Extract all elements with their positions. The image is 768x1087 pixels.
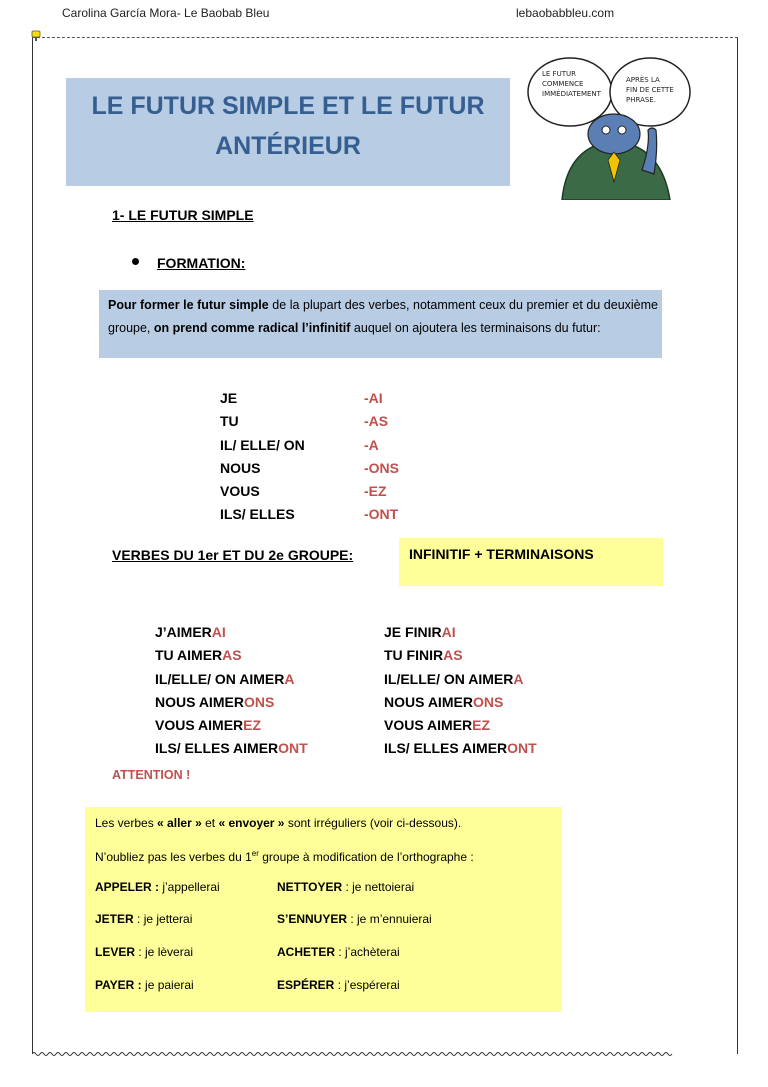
header-website: lebaobabbleu.com bbox=[516, 6, 615, 20]
title-line-1: LE FUTUR SIMPLE ET LE FUTUR bbox=[91, 92, 485, 120]
spelling-change-note: N’oubliez pas les verbes du 1er groupe à modification de l’orthographe : bbox=[95, 849, 474, 864]
conjugated-form: NOUS AIMERONS bbox=[384, 693, 504, 710]
verb-example: NETTOYER : je nettoierai bbox=[277, 880, 415, 894]
verb-example: S’ENNUYER : je m’ennuierai bbox=[277, 912, 432, 926]
pronoun: NOUS bbox=[220, 459, 261, 476]
bubble-left-line-1: LE FUTUR bbox=[542, 70, 576, 78]
section-heading-futur-simple: 1- LE FUTUR SIMPLE bbox=[112, 207, 254, 223]
pronoun: VOUS bbox=[220, 483, 260, 500]
rule-bold-1: Pour former le futur simple bbox=[108, 298, 269, 312]
bubble-right-line-2: FIN DE CETTE bbox=[626, 86, 674, 94]
conjugated-form: IL/ELLE/ ON AIMERA bbox=[155, 670, 295, 687]
irregular-verbs-note: Les verbes « aller » et « envoyer » sont irréguliers (voir ci-dessous). bbox=[95, 816, 462, 830]
attention-label: ATTENTION ! bbox=[112, 768, 191, 782]
conjugated-form: ILS/ ELLES AIMERONT bbox=[384, 740, 537, 757]
pronoun: IL/ ELLE/ ON bbox=[220, 436, 305, 453]
conjugated-form: NOUS AIMERONS bbox=[155, 693, 275, 710]
pronoun-column bbox=[220, 387, 305, 527]
pronoun: JE bbox=[220, 390, 238, 406]
conjugated-form: ILS/ ELLES AIMERONT bbox=[155, 740, 308, 757]
page-bottom-border bbox=[32, 1050, 738, 1058]
page-title bbox=[66, 86, 510, 166]
verb-example: ESPÉRER : j’espérerai bbox=[277, 978, 400, 992]
ending: -AS bbox=[364, 413, 389, 430]
header-author: Carolina García Mora- Le Baobab Bleu bbox=[62, 6, 270, 20]
formation-rule-paragraph bbox=[108, 294, 658, 340]
pronoun: ILS/ ELLES bbox=[220, 506, 295, 523]
conjugated-form: IL/ELLE/ ON AIMERA bbox=[384, 670, 524, 687]
ending: -EZ bbox=[364, 483, 387, 500]
formation-heading: FORMATION: bbox=[157, 255, 246, 271]
rule-text-1: de la plupart des verbes, notamment ceux du premier et du deuxième groupe, bbox=[108, 298, 658, 335]
cartoon-cat-illustration bbox=[522, 50, 742, 200]
verb-example: JETER : je jetterai bbox=[95, 912, 193, 926]
verb-example: ACHETER : j’achèterai bbox=[277, 945, 400, 959]
conjugated-form: TU AIMERAS bbox=[155, 647, 242, 664]
pushpin-icon bbox=[31, 30, 41, 42]
finir-conjugation bbox=[384, 621, 537, 761]
conjugated-form: TU FINIRAS bbox=[384, 647, 463, 664]
bubble-left-line-2: COMMENCE bbox=[542, 80, 584, 88]
verb-example: APPELER : j’appellerai bbox=[95, 880, 220, 894]
rule-text-2: auquel on ajoutera les terminaisons du futur: bbox=[350, 321, 601, 335]
pronoun: TU bbox=[220, 413, 239, 430]
conjugated-form: J’AIMERAI bbox=[155, 624, 226, 640]
ending: -ONT bbox=[364, 506, 399, 523]
title-line-2: ANTÉRIEUR bbox=[215, 132, 361, 160]
conjugated-form: VOUS AIMEREZ bbox=[384, 717, 491, 734]
ending: -A bbox=[364, 436, 379, 453]
aimer-conjugation bbox=[155, 621, 308, 761]
ending-column bbox=[364, 387, 399, 527]
formula-text: INFINITIF + TERMINAISONS bbox=[409, 546, 594, 562]
ending: -ONS bbox=[364, 459, 399, 476]
verb-example: LEVER : je lèverai bbox=[95, 945, 194, 959]
verb-example: PAYER : je paierai bbox=[95, 978, 194, 992]
bubble-left-line-3: IMMÉDIATEMENT bbox=[542, 90, 601, 98]
bubble-right-line-3: PHRASE. bbox=[626, 96, 656, 104]
groups-heading: VERBES DU 1er ET DU 2e GROUPE: bbox=[112, 547, 354, 563]
conjugated-form: VOUS AIMEREZ bbox=[155, 717, 262, 734]
bullet-icon bbox=[132, 258, 139, 265]
bubble-right-line-1: APRÈS LA bbox=[626, 76, 660, 84]
conjugated-form: JE FINIRAI bbox=[384, 624, 456, 640]
ending: -AI bbox=[364, 390, 383, 406]
rule-bold-2: on prend comme radical l’infinitif bbox=[153, 321, 351, 335]
